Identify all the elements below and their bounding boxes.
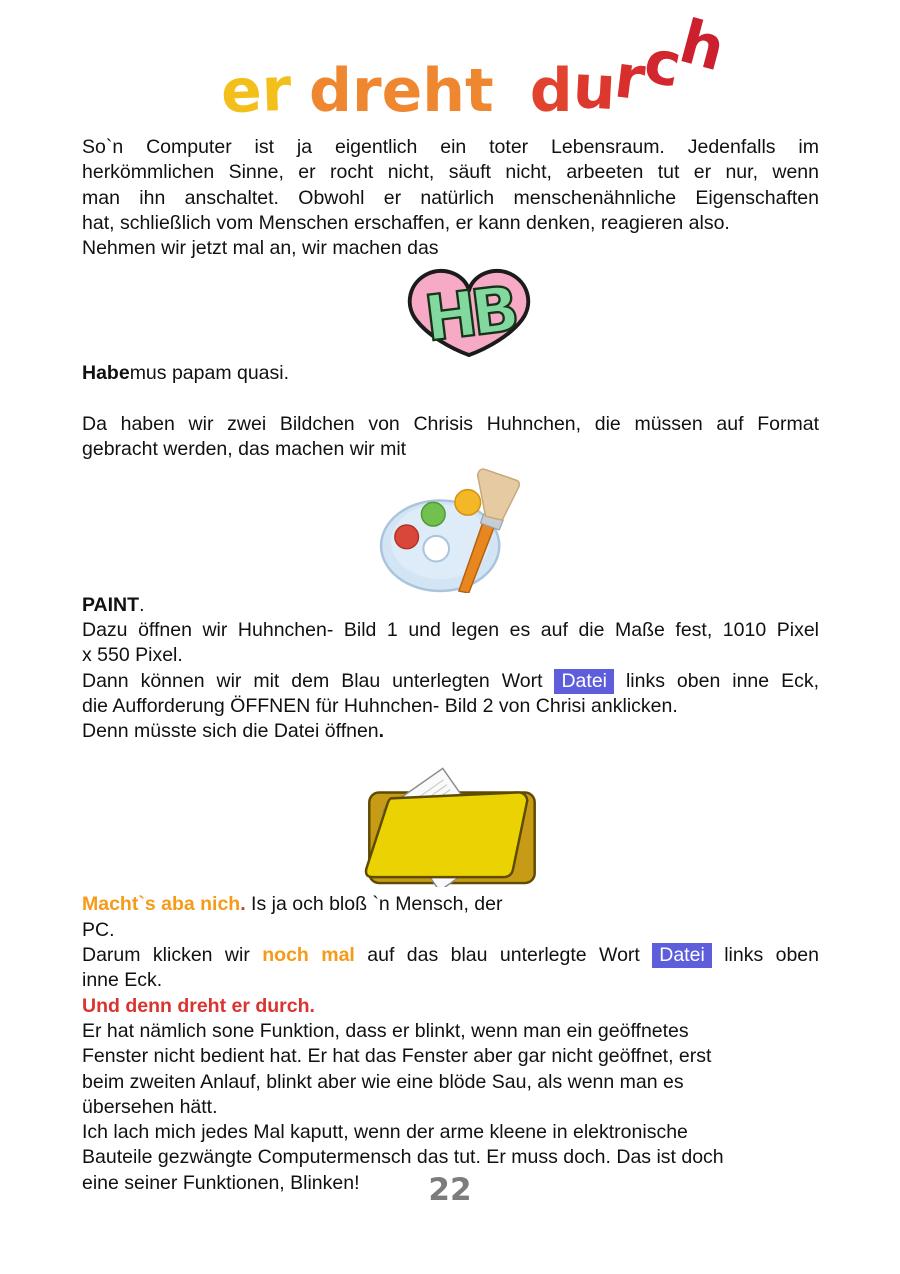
text-line: [82, 236, 819, 261]
text-segment: Nehmen wir jetzt mal an, wir machen das: [82, 237, 439, 260]
text-segment: Er hat nämlich sone Funktion, dass er blinkt, wenn man ein geöffnetes: [82, 1019, 689, 1042]
text-segment: Da haben wir zwei Bildchen von Chrisis Huhnchen, die müssen auf Format: [82, 413, 819, 436]
text-line: [82, 211, 819, 236]
orange-phrase: Macht`s aba nich: [82, 893, 241, 916]
red-bold-sentence: Und denn dreht er durch.: [82, 994, 315, 1017]
text-line: [82, 361, 819, 386]
text-segment: PC.: [82, 918, 115, 941]
title-word-durch: [529, 6, 732, 126]
text-line: [82, 1145, 819, 1170]
text-segment: Denn müsste sich die Datei öffnen: [82, 720, 379, 743]
text-segment: mus papam quasi.: [129, 362, 290, 385]
text-line: [82, 437, 819, 462]
hb-heart-image: [82, 261, 819, 361]
text-line: [82, 943, 819, 968]
paint-palette-icon: [376, 463, 526, 593]
folder-icon: [356, 759, 546, 887]
text-line: [82, 643, 819, 668]
blank-line: [82, 387, 819, 412]
text-segment: So`n Computer ist ja eigentlich ein toter Lebensraum. Jedenfalls im: [82, 136, 819, 158]
text-line: [82, 669, 819, 694]
paint-bold: PAINT: [82, 593, 140, 616]
title-word-dreht: dreht: [309, 56, 494, 126]
title-letter: h: [672, 6, 732, 86]
text-segment: .: [139, 593, 145, 616]
text-segment: inne Eck.: [82, 969, 163, 992]
text-segment: eine seiner Funktionen, Blinken!: [82, 1171, 360, 1194]
paint-palette-image: [82, 463, 819, 593]
text-line: [82, 1120, 819, 1145]
text-segment: links oben: [711, 944, 819, 967]
text-segment: Is ja och bloß `n Mensch, der: [251, 893, 503, 916]
text-segment: Ich lach mich jedes Mal kaputt, wenn der arme kleene in elektronische: [82, 1121, 688, 1144]
heart-icon: [394, 263, 544, 359]
text-line: [82, 694, 819, 719]
text-segment: Dazu öffnen wir Huhnchen- Bild 1 und legen es auf die Maße fest, 1010 Pixel: [82, 618, 819, 641]
text-line: [82, 1095, 819, 1120]
title-letter: c: [638, 26, 687, 102]
text-segment: links oben inne Eck,: [614, 669, 819, 692]
text-line: [82, 1070, 819, 1095]
heart-letters-hb: HB: [420, 272, 517, 357]
text-segment: Dann können wir mit dem Blau unterlegten Wort: [82, 669, 555, 692]
bold-period: .: [378, 720, 385, 743]
text-line: [82, 892, 819, 917]
text-segment: gebracht werden, das machen wir mit: [82, 438, 407, 461]
text-line: [82, 160, 819, 185]
text-line: [82, 618, 819, 643]
page-number: 22: [428, 1172, 472, 1208]
orange-phrase: noch mal: [262, 944, 355, 967]
text-segment: Darum klicken wir: [82, 944, 263, 967]
text-segment: beim zweiten Anlauf, blinkt aber wie eine blöde Sau, als wenn man es: [82, 1070, 684, 1093]
text-line: [82, 994, 819, 1019]
red-period: .: [240, 893, 252, 916]
text-line: [82, 1019, 819, 1044]
text-segment: Bauteile gezwängte Computermensch das tut. Er muss doch. Das ist doch: [82, 1146, 724, 1169]
text-column: [82, 135, 819, 1196]
text-segment: herkömmlichen Sinne, er rocht nicht, säuft nicht, arbeeten tut er nur, wenn: [82, 161, 819, 184]
title-letter: u: [570, 51, 618, 125]
text-line: [82, 135, 819, 160]
text-segment: man ihn anschaltet. Obwohl er natürlich menschenähnliche Eigenschaften: [82, 186, 819, 209]
text-segment: Fenster nicht bedient hat. Er hat das Fenster aber gar nicht geöffnet, erst: [82, 1045, 712, 1068]
text-segment: die Aufforderung ÖFFNEN für Huhnchen- Bild 2 von Chrisi anklicken.: [82, 694, 678, 717]
text-segment: übersehen hätt.: [82, 1095, 218, 1118]
page-title: [0, 6, 900, 128]
text-segment: auf das blau unterlegte Wort: [354, 944, 653, 967]
habemus-bold: Habe: [82, 362, 130, 385]
title-word-er: er: [219, 54, 293, 128]
text-line: [82, 593, 819, 618]
text-segment: hat, schließlich vom Menschen erschaffen, er kann denken, reagieren also.: [82, 211, 730, 234]
datei-highlight: Datei: [652, 943, 712, 968]
title-letter: r: [611, 41, 650, 115]
text-segment: x 550 Pixel.: [82, 644, 183, 667]
text-line: [82, 412, 819, 437]
text-line: [82, 719, 819, 744]
text-line: [82, 1044, 819, 1069]
datei-highlight: Datei: [554, 669, 614, 694]
text-line: [82, 186, 819, 211]
text-line: [82, 968, 819, 993]
open-folder-image: [82, 744, 819, 892]
title-letter: d: [529, 56, 573, 126]
text-line: [82, 918, 819, 943]
